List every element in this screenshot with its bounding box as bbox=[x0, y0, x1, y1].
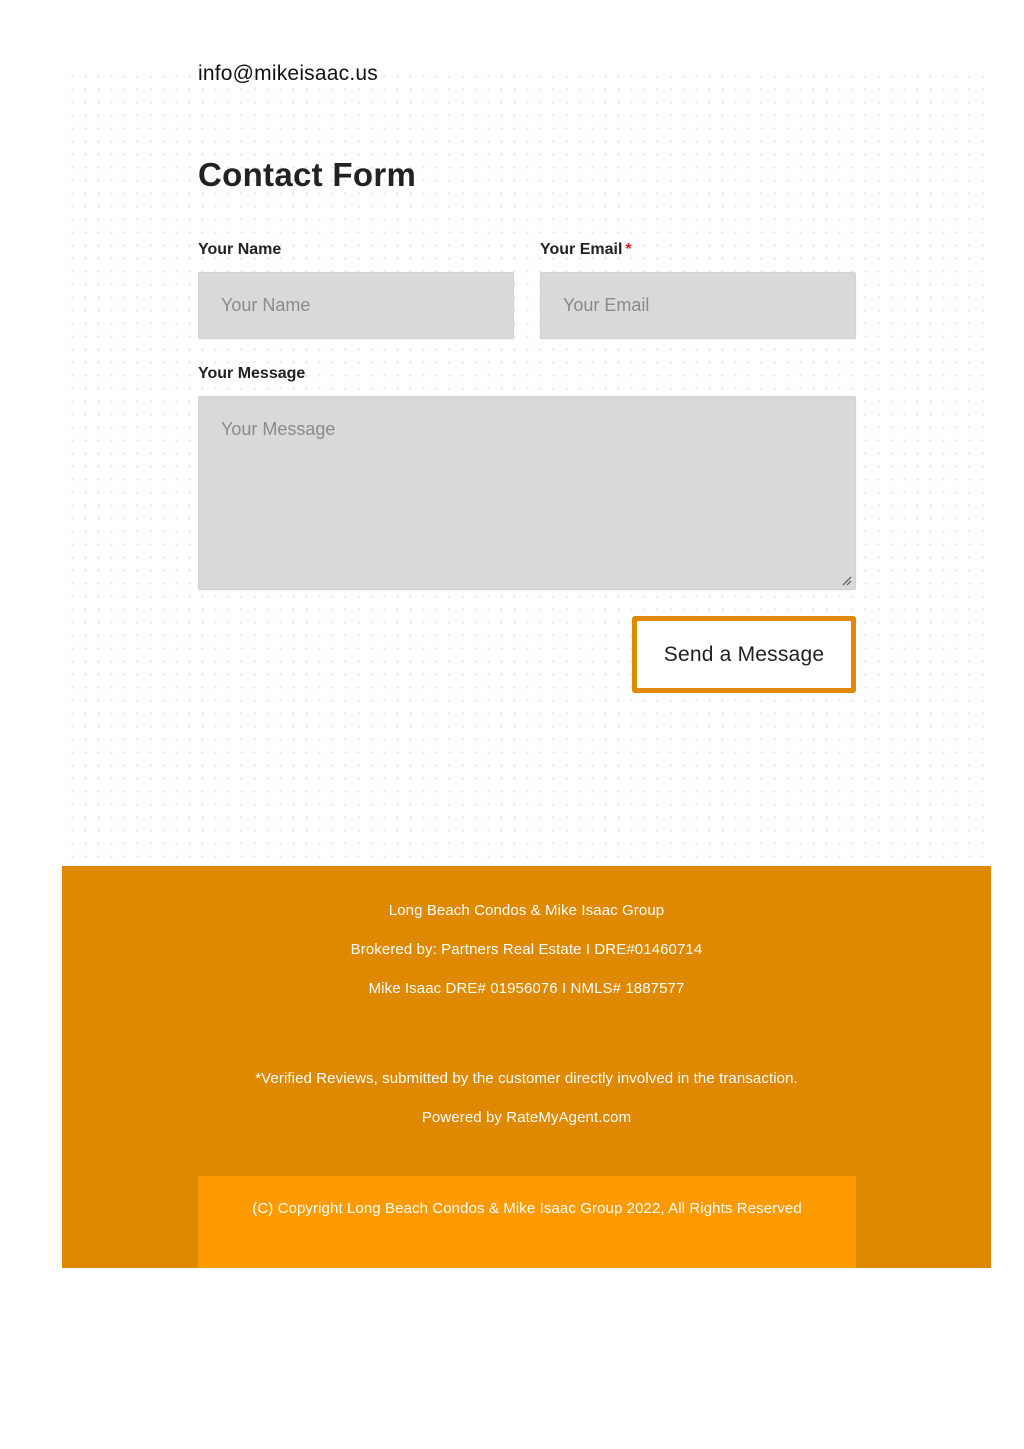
required-marker: * bbox=[625, 241, 632, 258]
name-field-label-text: Your Name bbox=[198, 241, 282, 258]
contact-email-link[interactable]: info@mikeisaac.us bbox=[198, 62, 378, 85]
name-input[interactable] bbox=[198, 272, 514, 339]
name-field-label bbox=[198, 241, 281, 259]
send-message-button[interactable]: Send a Message bbox=[632, 616, 856, 693]
footer-broker-info: Brokered by: Partners Real Estate I DRE#01460714 bbox=[350, 941, 703, 958]
footer-license-info: Mike Isaac DRE# 01956076 I NMLS# 1887577 bbox=[368, 980, 685, 997]
message-field-label bbox=[198, 365, 305, 383]
email-field-label-text: Your Email bbox=[540, 241, 623, 258]
contact-form-title: Contact Form bbox=[198, 156, 417, 193]
email-input[interactable] bbox=[540, 272, 856, 339]
footer-powered-by: Powered by RateMyAgent.com bbox=[421, 1109, 632, 1126]
message-field-label-text: Your Message bbox=[198, 365, 306, 382]
footer-company-name: Long Beach Condos & Mike Isaac Group bbox=[388, 902, 665, 919]
copyright-text: (C) Copyright Long Beach Condos & Mike Isaac Group 2022, All Rights Reserved bbox=[252, 1200, 802, 1217]
site-footer bbox=[62, 866, 991, 1268]
footer-reviews-disclaimer: *Verified Reviews, submitted by the customer directly involved in the transaction. bbox=[255, 1070, 798, 1087]
email-field-label bbox=[540, 241, 632, 259]
copyright-bar bbox=[198, 1176, 856, 1268]
message-textarea[interactable] bbox=[198, 396, 856, 590]
resize-grip-icon[interactable] bbox=[842, 576, 852, 586]
